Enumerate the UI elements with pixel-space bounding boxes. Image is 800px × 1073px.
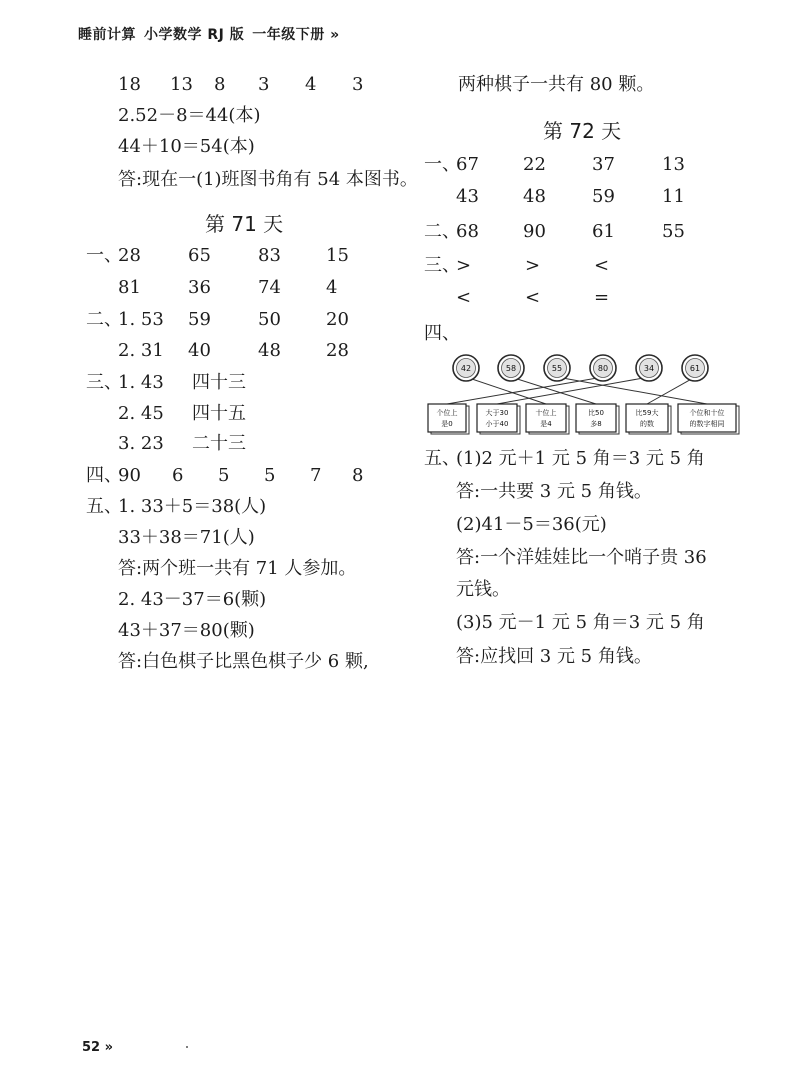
answer-value: 20 (326, 309, 349, 330)
description-box (428, 404, 469, 434)
answer-sentence: 答:应找回 3 元 5 角钱。 (456, 646, 652, 667)
subject-label: 小学数学 RJ 版 (144, 27, 245, 43)
comparison-sign: < (456, 287, 472, 308)
equation-line: 2.52－8＝44(本) (118, 105, 261, 126)
number-ball (498, 355, 524, 381)
match-line (497, 377, 649, 404)
answer-value: 90 (118, 465, 141, 486)
equation-line: (2)41－5＝36(元) (456, 514, 607, 535)
answer-value: 61 (592, 221, 615, 242)
answer-sentence: 元钱。 (456, 579, 510, 600)
stray-dot (186, 1046, 188, 1048)
box-text: 的数 (640, 420, 654, 428)
box-text: 比50 (588, 409, 604, 417)
section-label: 四、 (86, 465, 122, 486)
answer-value: 81 (118, 277, 141, 298)
match-lines (447, 377, 707, 404)
answer-value: 4 (326, 277, 338, 298)
ball-number: 58 (505, 364, 517, 373)
match-line (466, 377, 546, 404)
answer-value: 22 (523, 154, 546, 175)
description-box (678, 404, 739, 434)
running-header (78, 24, 340, 44)
number-ball (590, 355, 616, 381)
section-label: 三、 (86, 372, 122, 393)
answer-value: 83 (258, 245, 281, 266)
answer-words: 四十三 (192, 372, 246, 393)
number-ball (682, 355, 708, 381)
answer-words: 四十五 (192, 403, 246, 424)
answer-value: 28 (118, 245, 141, 266)
description-boxes (428, 404, 739, 434)
box-text: 个位和十位 (689, 409, 725, 417)
section-label: 五、 (86, 496, 122, 517)
answer-value: 18 (118, 74, 141, 95)
answer-value: 6 (172, 465, 184, 486)
answer-value: 13 (662, 154, 685, 175)
answer-value: 40 (188, 340, 211, 361)
comparison-sign: > (456, 255, 472, 276)
match-line (647, 377, 695, 404)
footer-arrow-icon: » (104, 1040, 114, 1055)
answer-value: 74 (258, 277, 281, 298)
equation-line: 1. 33＋5＝38(人) (118, 496, 267, 517)
answer-value: 5 (218, 465, 230, 486)
answer-value: 48 (523, 186, 546, 207)
comparison-sign: < (525, 287, 541, 308)
number-balls (453, 355, 708, 381)
comparison-sign: < (594, 255, 610, 276)
equation-line: 33＋38＝71(人) (118, 527, 255, 548)
answer-words: 二十三 (192, 433, 246, 454)
answer-value: 65 (188, 245, 211, 266)
equation-line: 2. 43－37＝6(颗) (118, 589, 267, 610)
equation-line: 43＋37＝80(颗) (118, 620, 255, 641)
box-text: 个位上 (436, 409, 458, 417)
comparison-sign: > (525, 255, 541, 276)
book-title: 睡前计算 (78, 27, 136, 43)
answer-value: 5 (264, 465, 276, 486)
box-text: 小于40 (485, 420, 509, 428)
answer-value: 3 (258, 74, 270, 95)
box-text: 是4 (540, 420, 552, 428)
header-arrow-icon: » (330, 27, 340, 43)
box-text: 是0 (441, 420, 453, 428)
section-label: 二、 (86, 309, 122, 330)
section-label: 四、 (424, 323, 460, 344)
box-text: 比59大 (635, 409, 659, 417)
comparison-sign: = (594, 287, 610, 308)
box-text: 的数字相同 (689, 420, 725, 428)
answer-sentence: 答:现在一(1)班图书角有 54 本图书。 (118, 169, 418, 190)
description-box (477, 404, 520, 434)
answer-value: 7 (310, 465, 322, 486)
answer-value: 2. 31 (118, 340, 164, 361)
answer-value: 36 (188, 277, 211, 298)
answer-value: 68 (456, 221, 479, 242)
answer-value: 1. 43 (118, 372, 164, 393)
answer-sentence: 答:一共要 3 元 5 角钱。 (456, 481, 652, 502)
answer-sentence: 两种棋子一共有 80 颗。 (458, 74, 655, 95)
ball-number: 42 (460, 364, 472, 373)
answer-value: 37 (592, 154, 615, 175)
section-label: 三、 (424, 255, 460, 276)
answer-value: 8 (352, 465, 364, 486)
answer-value: 90 (523, 221, 546, 242)
description-box (526, 404, 569, 434)
answer-value: 8 (214, 74, 226, 95)
equation-line: (3)5 元－1 元 5 角＝3 元 5 角 (456, 612, 705, 633)
section-label: 五、 (424, 448, 460, 469)
answer-value: 55 (662, 221, 685, 242)
page-footer (82, 1040, 113, 1055)
answer-value: 3. 23 (118, 433, 164, 454)
ball-number: 80 (597, 364, 609, 373)
description-box (626, 404, 671, 434)
answer-value: 4 (305, 74, 317, 95)
answer-value: 15 (326, 245, 349, 266)
grade-label: 一年级下册 (252, 27, 325, 43)
answer-value: 2. 45 (118, 403, 164, 424)
equation-line: 44＋10＝54(本) (118, 136, 255, 157)
matching-diagram (420, 348, 750, 440)
answer-value: 13 (170, 74, 193, 95)
answer-value: 11 (662, 186, 685, 207)
description-box (576, 404, 619, 434)
answer-sentence: 答:两个班一共有 71 人参加。 (118, 558, 357, 579)
section-label: 一、 (424, 154, 460, 175)
box-text: 大于30 (485, 409, 509, 417)
ball-number: 34 (643, 364, 655, 373)
equation-line: (1)2 元＋1 元 5 角＝3 元 5 角 (456, 448, 705, 469)
answer-value: 59 (188, 309, 211, 330)
answer-value: 59 (592, 186, 615, 207)
answer-value: 43 (456, 186, 479, 207)
box-text: 十位上 (535, 409, 557, 417)
box-text: 多8 (590, 420, 602, 428)
answer-value: 1. 53 (118, 309, 164, 330)
number-ball (636, 355, 662, 381)
day-71-title: 第 71 天 (205, 212, 284, 236)
answer-value: 48 (258, 340, 281, 361)
section-label: 二、 (424, 221, 460, 242)
answer-value: 3 (352, 74, 364, 95)
answer-value: 50 (258, 309, 281, 330)
section-label: 一、 (86, 245, 122, 266)
day-72-title: 第 72 天 (543, 119, 622, 143)
answer-sentence: 答:一个洋娃娃比一个哨子贵 36 (456, 547, 707, 568)
answer-sentence: 答:白色棋子比黑色棋子少 6 颗, (118, 651, 369, 672)
ball-number: 55 (551, 364, 563, 373)
page-number: 52 (82, 1040, 101, 1055)
answer-value: 67 (456, 154, 479, 175)
number-ball (544, 355, 570, 381)
number-ball (453, 355, 479, 381)
answer-value: 28 (326, 340, 349, 361)
ball-number: 61 (689, 364, 701, 373)
